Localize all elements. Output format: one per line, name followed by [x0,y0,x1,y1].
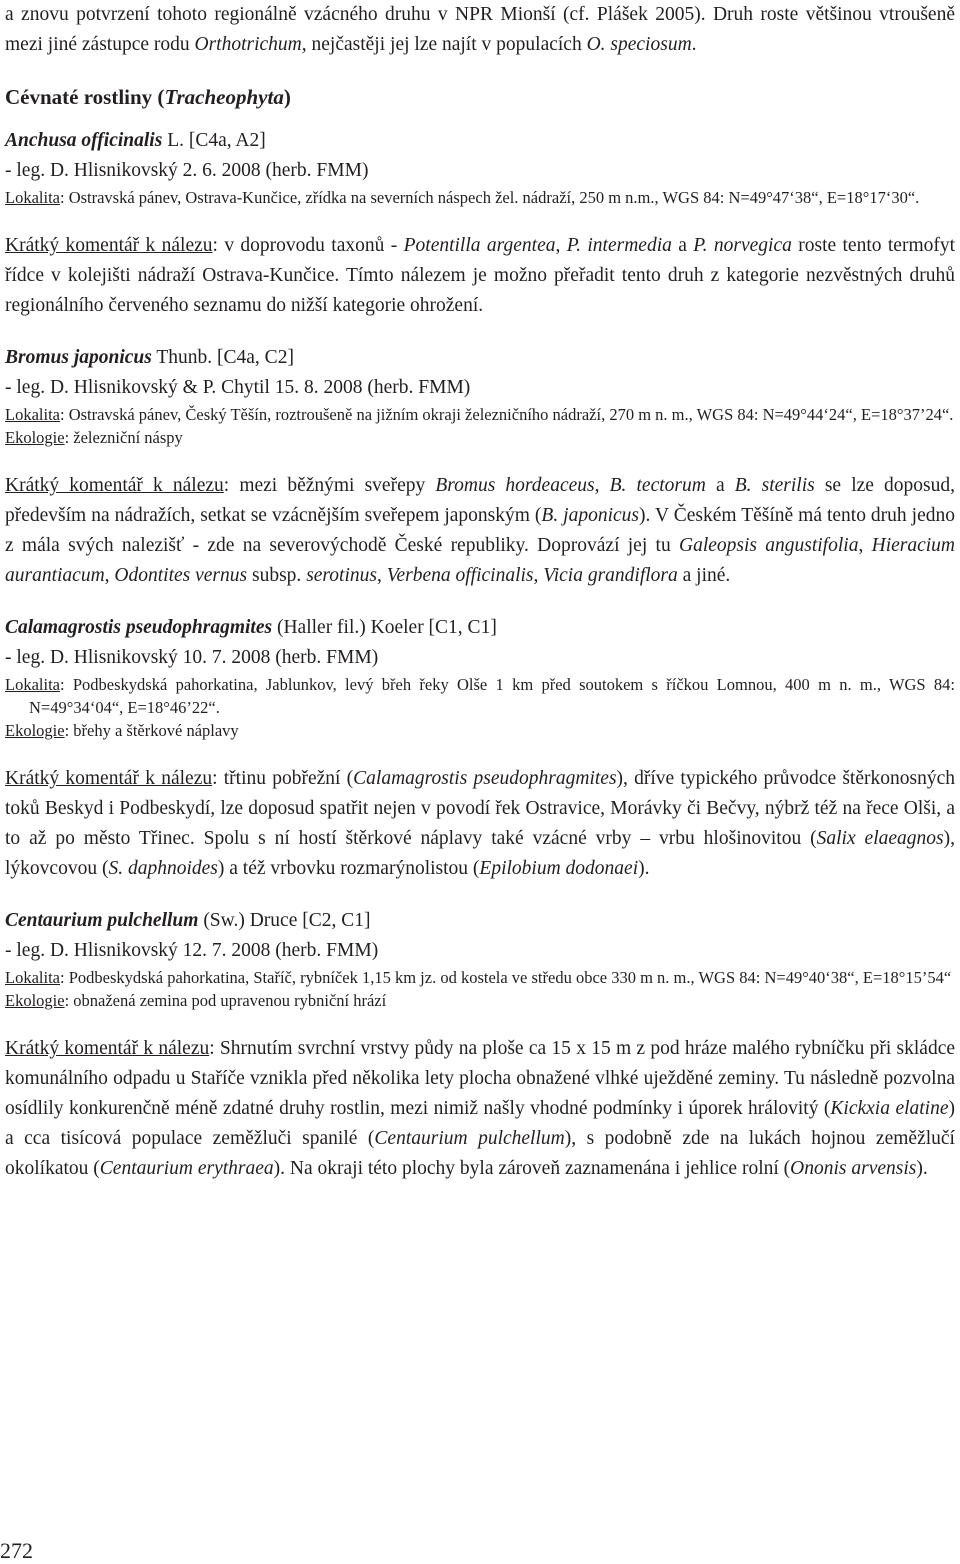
document-page [5,0,955,1184]
text: Krátký komentář k nálezu [5,235,213,256]
text: ). [916,1158,928,1179]
text: subsp. [247,565,307,586]
text: Calamagrostis pseudophragmites [5,617,273,638]
text: Krátký komentář k nálezu [5,475,224,496]
text: L. [C4a, A2] [162,130,266,151]
text: Krátký komentář k nálezu [5,768,213,789]
text: Orthotrichum [194,34,302,55]
text: : Ostravská pánev, Ostrava-Kunčice, zřídka na severních náspech žel. nádraží, 250 m n.m., WGS 84: N=49°47‘38“, E=18°17‘30“. [59,188,920,207]
text: Krátký komentář k nálezu [5,1038,210,1059]
text: ), s podobně zde na lukách hojnou zeměžlučí okolíkatou ( [5,1128,955,1179]
text: Calamagrostis pseudophragmites [353,768,617,789]
text: Lokalita [5,968,60,987]
text: ), lýkovcovou ( [5,828,955,879]
text: : železniční náspy [64,428,183,447]
text: Lokalita [5,405,60,424]
text: Hieracium aurantiacum [5,535,956,586]
text: Potentilla argentea [403,235,556,256]
text: a [705,475,735,496]
text: Bromus japonicus [5,347,152,368]
text: Centaurium pulchellum [374,1128,565,1149]
text: : Ostravská pánev, Český Těšín, roztroušeně na jižním okraji železničního nádraží, 270 m n. m., WGS 84: N=49°44‘24“, E=18°37’24“. [59,405,954,424]
section-heading [5,82,955,112]
comment-paragraph [5,1034,955,1184]
text: Salix elaeagnos [816,828,944,849]
text: ). Na okraji této plochy byla zároveň zaznamenána i jehlice rolní ( [273,1158,791,1179]
text: a znovu potvrzení tohoto regionálně vzácného druhu v NPR Mionší (cf. Plášek 2005). Druh roste většinou vtroušeně mezi jiné zástupce rodu [5,4,955,55]
leg-line: - leg. D. Hlisnikovský 10. 7. 2008 (herb. FMM) [5,647,379,668]
text: B. tectorum [609,475,706,496]
text: B. sterilis [734,475,815,496]
text: , [858,535,872,556]
text: : Podbeskydská pahorkatina, Staříč, rybníček 1,15 km jz. od kostela ve středu obce 330 m n. m., WGS 84: N=49°40‘38“, E=18°15’54“ [59,968,952,987]
leg-line: - leg. D. Hlisnikovský 12. 7. 2008 (herb. FMM) [5,940,379,961]
text: ) a též vrbovku rozmarýnolistou ( [217,858,480,879]
lokalita-line [5,673,955,719]
text: Lokalita [5,188,60,207]
text: a [671,235,694,256]
text: Vicia grandiflora [543,565,678,586]
lokalita-line [5,966,955,989]
lokalita-line [5,186,955,209]
leg-line: - leg. D. Hlisnikovský 2. 6. 2008 (herb. FMM) [5,160,369,181]
text: a jiné. [677,565,731,586]
text: : v doprovodu taxonů - [212,235,404,256]
text: , [594,475,610,496]
text: , [533,565,544,586]
text: Verbena officinalis [386,565,534,586]
text: Galeopsis angustifolia [678,535,859,556]
text: ) a cca tisícová populace zeměžluči spanilé ( [5,1098,956,1149]
text: Cévnaté rostliny ( [5,85,165,109]
page-number: 272 [0,1538,33,1563]
comment-paragraph [5,231,955,321]
text: : Shrnutím svrchní vrstvy půdy na ploše ca 15 x 15 m z pod hráze malého rybníčku při skládce komunálního odpadu u Staříče vznikla před několika lety plocha obnažené vlhké uježděné zeminy. Tu následně pozvolna osídlily konkurenčně méně zdatné druhy rostlin, mezi nimiž našly vhodné podmínky i úporek hrálovitý ( [5,1038,955,1119]
text: : břehy a štěrkové náplavy [64,721,239,740]
text: Anchusa officinalis [5,130,163,151]
lokalita-line [5,403,955,426]
text: ). V Českém Těšíně má tento druh jedno z mála svých nalezišť - zde na severovýchodě České republiky. Doprovází jej tu [5,505,955,556]
ekologie-line [5,719,955,742]
text: Bromus hordeaceus [435,475,595,496]
text: (Haller fil.) Koeler [C1, C1] [272,617,497,638]
species-name [5,906,955,936]
text: Epilobium dodonaei [479,858,639,879]
leg-line: - leg. D. Hlisnikovský & P. Chytil 15. 8. 2008 (herb. FMM) [5,377,471,398]
text: se lze doposud, především na nádražích, setkat se vzácnějším sveřepem japonským ( [5,475,956,526]
text: Kickxia elatine [830,1098,949,1119]
text: P. norvegica [693,235,792,256]
text: : mezi běžnými sveřepy [223,475,436,496]
text: Odontites vernus [114,565,248,586]
text: Ekologie [5,991,65,1010]
text: ). [638,858,650,879]
text: . [691,34,697,55]
text: Ekologie [5,721,65,740]
text: roste tento termofyt řídce v kolejišti nádraží Ostrava-Kunčice. Tímto nálezem je možno přeřadit tento druh z kategorie nezvěstných druhů regionálního červeného seznamu do nižší kategorie ohrožení. [5,235,956,316]
text: B. japonicus [541,505,640,526]
text: : obnažená zemina pod upravenou rybniční hrází [64,991,387,1010]
ekologie-line [5,426,955,449]
text: ) [283,85,291,109]
text: Ekologie [5,428,65,447]
text: : Podbeskydská pahorkatina, Jablunkov, levý břeh řeky Olše 1 km před soutokem s říčkou Lomnou, 400 m n. m., WGS 84: N=49°34‘04“, E=18°46’22“. [29,675,955,717]
comment-paragraph [5,764,955,884]
text: , [104,565,115,586]
text: , [555,235,567,256]
text: : třtinu pobřežní ( [212,768,354,789]
species-name [5,613,955,643]
text: , [376,565,387,586]
text: O. speciosum [586,34,692,55]
text: serotinus [306,565,377,586]
text: , nejčastěji jej lze najít v populacích [301,34,587,55]
text: Tracheophyta [164,85,284,109]
text: Centaurium erythraea [99,1158,274,1179]
text: ), dříve typického průvodce štěrkonosných toků Beskyd i Podbeskydí, lze doposud spatřit nejen v povodí řek Ostravice, Morávky či Bečvy, nýbrž též na řece Olši, a to až po město Třinec. Spolu s ní hostí štěrkové náplavy také vzácné vrby – vrbu hlošinovitou ( [5,768,955,849]
text: Centaurium pulchellum [5,910,199,931]
species-name [5,343,955,373]
text: (Sw.) Druce [C2, C1] [198,910,371,931]
ekologie-line [5,989,955,1012]
intro-paragraph [5,0,955,60]
text: P. intermedia [566,235,672,256]
text: Ononis arvensis [790,1158,917,1179]
text: S. daphnoides [108,858,218,879]
comment-paragraph [5,471,955,591]
text: Thunb. [C4a, C2] [151,347,294,368]
text: Lokalita [5,675,60,694]
species-name [5,126,955,156]
